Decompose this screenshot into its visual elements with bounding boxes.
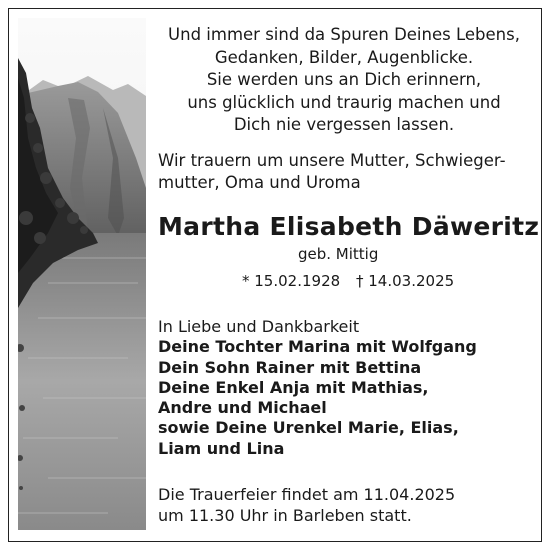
mourning-intro	[158, 150, 530, 194]
poem-line: Sie werden uns an Dich erinnern,	[206, 70, 482, 89]
poem-line: Gedanken, Bilder, Augenblicke.	[214, 47, 474, 67]
mourners-lead: In Liebe und Dankbarkeit	[158, 317, 360, 336]
birth-name: geb. Mittig	[298, 245, 379, 263]
funeral-line: Die Trauerfeier findet am 11.04.2025	[158, 485, 456, 504]
birth-date: * 15.02.1928	[242, 272, 341, 290]
mourner-line: Liam und Lina	[158, 438, 285, 458]
mourners-list	[158, 317, 530, 459]
intro-line: Wir trauern um unsere Mutter, Schwieger-	[158, 151, 506, 170]
deceased-name: Martha Elisabeth Däweritz	[158, 212, 540, 241]
funeral-info	[158, 484, 530, 526]
lake-mountain-photo	[18, 18, 146, 530]
mourner-line: sowie Deine Urenkel Marie, Elias,	[158, 418, 459, 438]
mourner-line: Deine Enkel Anja mit Mathias,	[158, 377, 429, 397]
poem-line: Und immer sind da Spuren Deines Lebens,	[168, 25, 520, 44]
poem-line: Dich nie vergessen lassen.	[233, 115, 455, 134]
landscape-illustration	[18, 18, 146, 530]
intro-line: mutter, Oma und Uroma	[158, 173, 361, 192]
funeral-line: um 11.30 Uhr in Barleben statt.	[158, 506, 412, 525]
death-date: † 14.03.2025	[356, 272, 455, 290]
mourner-line: Andre und Michael	[158, 398, 327, 418]
mourner-line: Dein Sohn Rainer mit Bettina	[158, 357, 422, 377]
memorial-poem	[158, 24, 530, 137]
poem-line: uns glücklich und traurig machen und	[187, 92, 501, 112]
mourner-line: Deine Tochter Marina mit Wolfgang	[158, 337, 477, 357]
